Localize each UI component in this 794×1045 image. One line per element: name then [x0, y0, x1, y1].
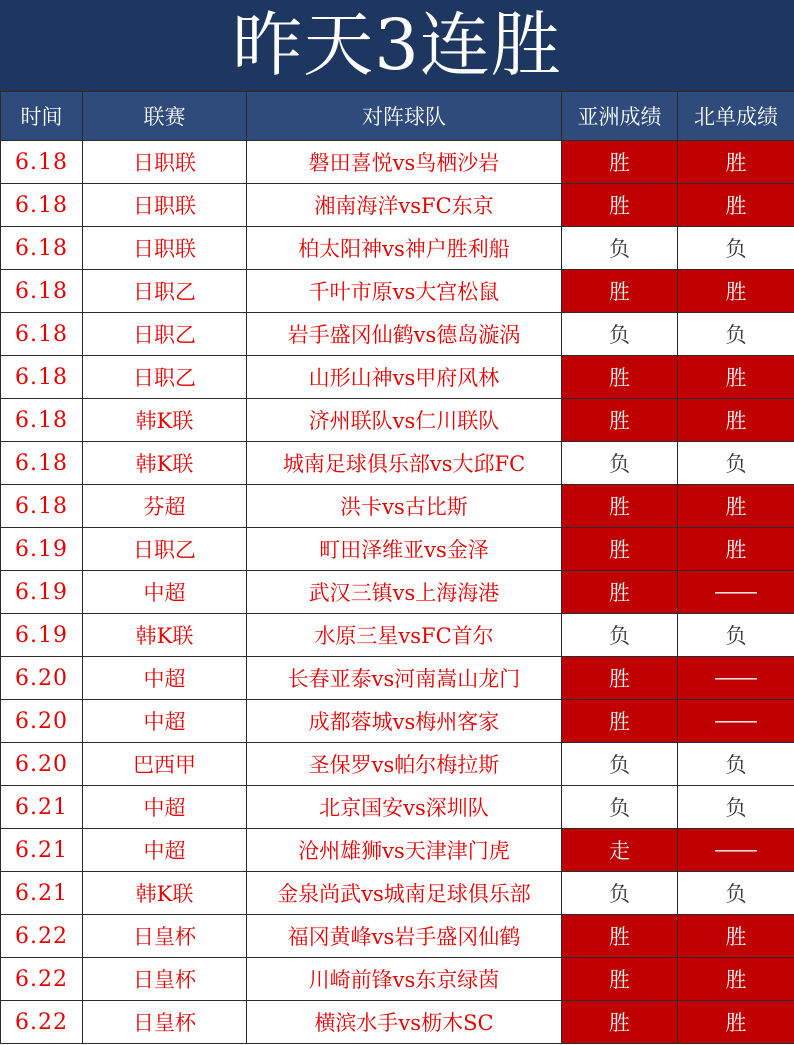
match-cell: 长春亚泰vs河南嵩山龙门: [247, 657, 562, 700]
date-cell: 6.19: [1, 571, 83, 614]
league-cell: 日皇杯: [83, 958, 247, 1001]
league-cell: 中超: [83, 657, 247, 700]
league-cell: 巴西甲: [83, 743, 247, 786]
asia-result-cell: 负: [562, 743, 678, 786]
match-cell: 岩手盛冈仙鹤vs德岛漩涡: [247, 313, 562, 356]
league-cell: 芬超: [83, 485, 247, 528]
date-cell: 6.18: [1, 485, 83, 528]
beidan-result-cell: 胜: [678, 184, 794, 227]
match-cell: 山形山神vs甲府风林: [247, 356, 562, 399]
beidan-result-cell: 负: [678, 743, 794, 786]
table-row: [1, 442, 794, 485]
beidan-result-cell: 负: [678, 227, 794, 270]
league-cell: 日皇杯: [83, 1001, 247, 1044]
column-header-beidan-result: 北单成绩: [678, 92, 794, 141]
column-header-match: 对阵球队: [247, 92, 562, 141]
beidan-result-cell: 负: [678, 313, 794, 356]
table-row: [1, 657, 794, 700]
asia-result-cell: 胜: [562, 915, 678, 958]
date-cell: 6.18: [1, 141, 83, 184]
asia-result-cell: 负: [562, 786, 678, 829]
beidan-result-cell: 胜: [678, 528, 794, 571]
match-cell: 北京国安vs深圳队: [247, 786, 562, 829]
beidan-result-cell: ——: [678, 571, 794, 614]
table-row: [1, 356, 794, 399]
asia-result-cell: 胜: [562, 700, 678, 743]
date-cell: 6.18: [1, 442, 83, 485]
table-row: [1, 571, 794, 614]
column-header-time: 时间: [1, 92, 83, 141]
asia-result-cell: 胜: [562, 958, 678, 1001]
match-cell: 城南足球俱乐部vs大邱FC: [247, 442, 562, 485]
asia-result-cell: 负: [562, 227, 678, 270]
date-cell: 6.20: [1, 743, 83, 786]
league-cell: 中超: [83, 829, 247, 872]
beidan-result-cell: 胜: [678, 399, 794, 442]
table-body: [1, 141, 794, 1044]
table-row: [1, 485, 794, 528]
beidan-result-cell: 胜: [678, 270, 794, 313]
table-row: [1, 1001, 794, 1044]
match-cell: 武汉三镇vs上海海港: [247, 571, 562, 614]
table-row: [1, 958, 794, 1001]
date-cell: 6.22: [1, 915, 83, 958]
table-row: [1, 786, 794, 829]
asia-result-cell: 负: [562, 313, 678, 356]
league-cell: 日职乙: [83, 270, 247, 313]
match-cell: 济州联队vs仁川联队: [247, 399, 562, 442]
header-row: [1, 92, 794, 141]
column-header-asia-result: 亚洲成绩: [562, 92, 678, 141]
asia-result-cell: 负: [562, 872, 678, 915]
table-row: [1, 270, 794, 313]
asia-result-cell: 胜: [562, 270, 678, 313]
date-cell: 6.18: [1, 184, 83, 227]
beidan-result-cell: 负: [678, 872, 794, 915]
results-table: [0, 91, 794, 1044]
table-row: [1, 829, 794, 872]
date-cell: 6.18: [1, 227, 83, 270]
asia-result-cell: 胜: [562, 571, 678, 614]
beidan-result-cell: ——: [678, 829, 794, 872]
beidan-result-cell: ——: [678, 657, 794, 700]
league-cell: 日职联: [83, 141, 247, 184]
date-cell: 6.22: [1, 1001, 83, 1044]
beidan-result-cell: 胜: [678, 141, 794, 184]
league-cell: 中超: [83, 571, 247, 614]
column-header-league: 联赛: [83, 92, 247, 141]
beidan-result-cell: 胜: [678, 958, 794, 1001]
date-cell: 6.21: [1, 786, 83, 829]
match-cell: 横滨水手vs枥木SC: [247, 1001, 562, 1044]
match-cell: 町田泽维亚vs金泽: [247, 528, 562, 571]
table-row: [1, 528, 794, 571]
match-cell: 湘南海洋vsFC东京: [247, 184, 562, 227]
table-row: [1, 743, 794, 786]
beidan-result-cell: 胜: [678, 485, 794, 528]
table-row: [1, 614, 794, 657]
asia-result-cell: 胜: [562, 1001, 678, 1044]
league-cell: 韩K联: [83, 872, 247, 915]
match-cell: 洪卡vs古比斯: [247, 485, 562, 528]
league-cell: 日职乙: [83, 356, 247, 399]
asia-result-cell: 走: [562, 829, 678, 872]
league-cell: 日职乙: [83, 528, 247, 571]
table-row: [1, 399, 794, 442]
asia-result-cell: 胜: [562, 528, 678, 571]
beidan-result-cell: 负: [678, 614, 794, 657]
beidan-result-cell: ——: [678, 700, 794, 743]
beidan-result-cell: 负: [678, 442, 794, 485]
table-row: [1, 141, 794, 184]
match-cell: 圣保罗vs帕尔梅拉斯: [247, 743, 562, 786]
league-cell: 日职联: [83, 227, 247, 270]
match-cell: 千叶市原vs大宫松鼠: [247, 270, 562, 313]
date-cell: 6.22: [1, 958, 83, 1001]
asia-result-cell: 负: [562, 442, 678, 485]
beidan-result-cell: 负: [678, 786, 794, 829]
date-cell: 6.19: [1, 528, 83, 571]
asia-result-cell: 胜: [562, 399, 678, 442]
date-cell: 6.21: [1, 872, 83, 915]
sheet-title: 昨天3连胜: [0, 0, 794, 91]
table-row: [1, 872, 794, 915]
asia-result-cell: 胜: [562, 657, 678, 700]
date-cell: 6.18: [1, 270, 83, 313]
date-cell: 6.20: [1, 657, 83, 700]
beidan-result-cell: 胜: [678, 356, 794, 399]
league-cell: 日职乙: [83, 313, 247, 356]
table-row: [1, 184, 794, 227]
match-cell: 磐田喜悦vs鸟栖沙岩: [247, 141, 562, 184]
league-cell: 韩K联: [83, 614, 247, 657]
league-cell: 日皇杯: [83, 915, 247, 958]
beidan-result-cell: 胜: [678, 915, 794, 958]
date-cell: 6.18: [1, 313, 83, 356]
asia-result-cell: 胜: [562, 485, 678, 528]
asia-result-cell: 负: [562, 614, 678, 657]
asia-result-cell: 胜: [562, 184, 678, 227]
league-cell: 中超: [83, 700, 247, 743]
asia-result-cell: 胜: [562, 356, 678, 399]
date-cell: 6.20: [1, 700, 83, 743]
date-cell: 6.18: [1, 356, 83, 399]
match-cell: 金泉尚武vs城南足球俱乐部: [247, 872, 562, 915]
match-cell: 福冈黄峰vs岩手盛冈仙鹤: [247, 915, 562, 958]
beidan-result-cell: 胜: [678, 1001, 794, 1044]
date-cell: 6.21: [1, 829, 83, 872]
table-row: [1, 227, 794, 270]
match-cell: 成都蓉城vs梅州客家: [247, 700, 562, 743]
table-row: [1, 313, 794, 356]
table-row: [1, 700, 794, 743]
league-cell: 韩K联: [83, 442, 247, 485]
table-row: [1, 915, 794, 958]
league-cell: 日职联: [83, 184, 247, 227]
date-cell: 6.18: [1, 399, 83, 442]
league-cell: 中超: [83, 786, 247, 829]
asia-result-cell: 胜: [562, 141, 678, 184]
match-cell: 川崎前锋vs东京绿茵: [247, 958, 562, 1001]
date-cell: 6.19: [1, 614, 83, 657]
league-cell: 韩K联: [83, 399, 247, 442]
match-cell: 水原三星vsFC首尔: [247, 614, 562, 657]
match-cell: 柏太阳神vs神户胜利船: [247, 227, 562, 270]
match-cell: 沧州雄狮vs天津津门虎: [247, 829, 562, 872]
